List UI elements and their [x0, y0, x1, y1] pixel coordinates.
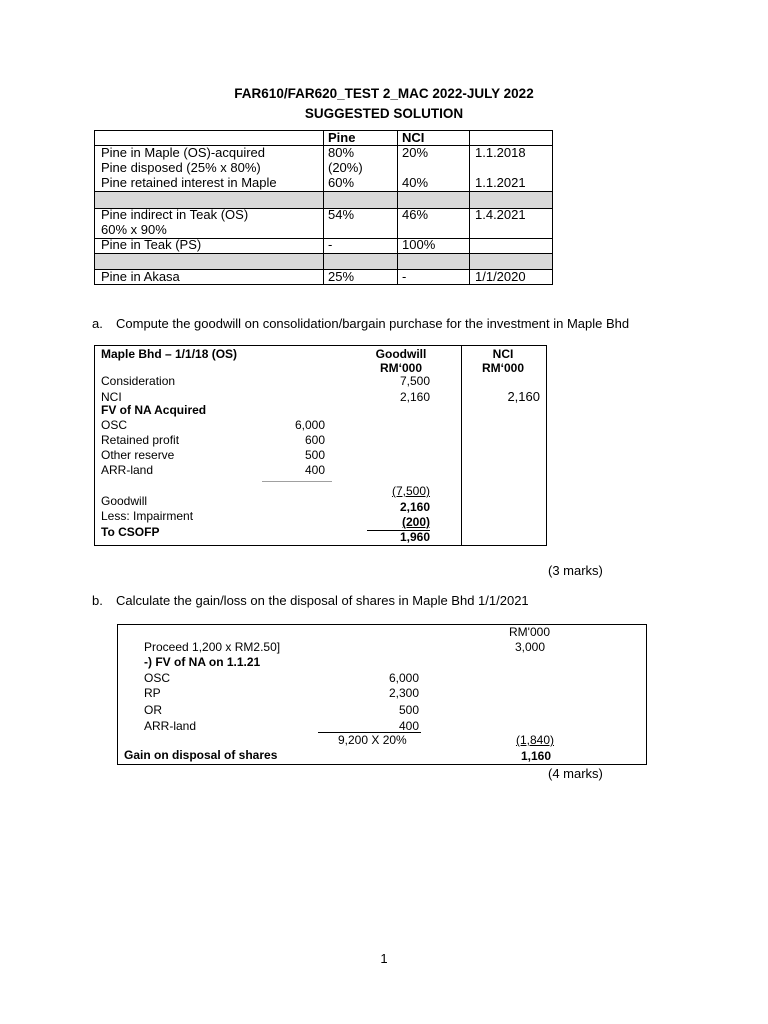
- row-label: Pine indirect in Teak (OS): [101, 207, 249, 222]
- fv-item-label: OR: [144, 703, 162, 717]
- impairment-label: Less: Impairment: [101, 509, 194, 523]
- fv-item-value: 600: [304, 433, 325, 447]
- question-a-text: Compute the goodwill on consolidation/bargain purchase for the investment in Maple Bhd: [116, 316, 630, 331]
- fv-item-label: ARR-land: [144, 719, 197, 733]
- fv-item-value: 6,000: [388, 671, 419, 685]
- goodwill-value: 2,160: [399, 500, 430, 514]
- fv-na-heading: FV of NA Acquired: [101, 403, 207, 417]
- col-goodwill-header: Goodwill: [375, 347, 427, 361]
- fv-total: (7,500): [391, 484, 430, 498]
- document-subtitle: SUGGESTED SOLUTION: [304, 106, 464, 121]
- subtotal-rule: [262, 481, 332, 482]
- fv-item-value: 2,300: [388, 686, 419, 700]
- fv-item-label: Other reserve: [101, 448, 175, 462]
- row-label: Pine in Teak (PS): [101, 237, 202, 252]
- fv-item-label: ARR-land: [101, 463, 154, 477]
- fv-item-value: 500: [304, 448, 325, 462]
- proceed-value: 3,000: [514, 640, 545, 654]
- nci-label: NCI: [101, 390, 122, 404]
- row-pine: 60%: [328, 175, 355, 190]
- document-title: FAR610/FAR620_TEST 2_MAC 2022-JULY 2022: [234, 86, 534, 101]
- row-pine: -: [328, 237, 333, 252]
- row-pine: 25%: [328, 269, 355, 284]
- header-pine: Pine: [328, 130, 356, 145]
- row-pine: 80%: [328, 145, 355, 160]
- row-date: 1/1/2020: [475, 269, 526, 284]
- row-pine: 54%: [328, 207, 355, 222]
- fv-item-label: RP: [144, 686, 161, 700]
- gain-label: Gain on disposal of shares: [124, 748, 278, 762]
- row-nci: 40%: [402, 175, 429, 190]
- question-a-label: a.: [92, 316, 103, 331]
- calc-value: (1,840): [515, 733, 554, 747]
- row-label: Pine in Maple (OS)-acquired: [101, 145, 266, 160]
- question-b-label: b.: [92, 593, 103, 608]
- goodwill-label: Goodwill: [101, 494, 148, 508]
- col-nci-unit: RM‘000: [481, 361, 525, 375]
- goodwill-table-heading: Maple Bhd – 1/1/18 (OS): [101, 347, 238, 361]
- impairment-value: (200): [401, 515, 430, 529]
- row-nci: -: [402, 269, 407, 284]
- unit-header: RM'000: [509, 625, 550, 639]
- consideration-value: 7,500: [399, 374, 430, 388]
- col-goodwill-unit: RM‘000: [379, 361, 423, 375]
- row-nci: 20%: [402, 145, 429, 160]
- question-b-marks: (4 marks): [548, 766, 603, 781]
- row-label: Pine retained interest in Maple: [101, 175, 277, 190]
- fv-item-label: OSC: [101, 418, 128, 432]
- question-a-marks: (3 marks): [548, 563, 603, 578]
- nci-col-value: 2,160: [507, 389, 540, 404]
- row-date: 1.1.2018: [475, 145, 526, 160]
- row-pine: (20%): [328, 160, 363, 175]
- col-nci-header: NCI: [492, 347, 514, 361]
- row-date: 1.4.2021: [475, 207, 526, 222]
- row-nci: 46%: [402, 207, 429, 222]
- calc-label: 9,200 X 20%: [338, 733, 407, 747]
- fv-item-value: 400: [398, 719, 419, 733]
- nci-value: 2,160: [399, 390, 430, 404]
- fv-na-heading: -) FV of NA on 1.1.21: [144, 655, 261, 669]
- row-nci: 100%: [402, 237, 436, 252]
- fv-item-value: 6,000: [294, 418, 325, 432]
- row-label: 60% x 90%: [101, 222, 167, 237]
- row-label: Pine disposed (25% x 80%): [101, 160, 261, 175]
- fv-item-label: OSC: [144, 671, 171, 685]
- gain-value: 1,160: [520, 749, 551, 763]
- row-label: Pine in Akasa: [101, 269, 180, 284]
- csofp-label: To CSOFP: [101, 525, 160, 539]
- csofp-value: 1,960: [399, 530, 430, 544]
- header-nci: NCI: [402, 130, 425, 145]
- proceed-label: Proceed 1,200 x RM2.50]: [144, 640, 281, 654]
- fv-item-label: Retained profit: [101, 433, 180, 447]
- fv-item-value: 500: [398, 703, 419, 717]
- consideration-label: Consideration: [101, 374, 176, 388]
- row-date: 1.1.2021: [475, 175, 526, 190]
- fv-item-value: 400: [304, 463, 325, 477]
- question-b-text: Calculate the gain/loss on the disposal of shares in Maple Bhd 1/1/2021: [116, 593, 529, 608]
- page-number: 1: [380, 951, 388, 966]
